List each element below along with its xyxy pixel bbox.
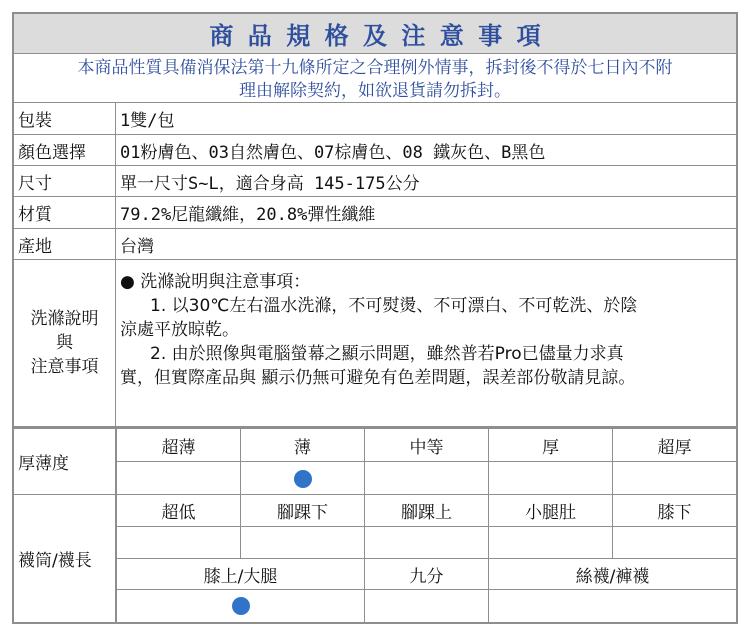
- spec-row-packaging: [14, 103, 736, 135]
- spec-value: 01粉膚色、03自然膚色、07棕膚色、08 鐵灰色、B黑色: [120, 142, 546, 163]
- care-label: [14, 260, 116, 426]
- thickness-option: 超厚: [612, 429, 736, 462]
- spec-row-material: [14, 197, 736, 229]
- care-section: [14, 260, 736, 426]
- thickness-option: 超薄: [116, 429, 240, 462]
- thickness-mark-cell: [116, 462, 240, 495]
- spec-value: 單一尺寸S~L，適合身高 145-175公分: [120, 173, 420, 194]
- spec-label: 顏色選擇: [14, 135, 116, 165]
- thickness-option: 厚: [488, 429, 612, 462]
- spec-value: 79.2%尼龍纖維，20.8%彈性纖維: [120, 205, 376, 225]
- spec-row-size: [14, 166, 736, 197]
- spec-sheet: [12, 12, 738, 624]
- thickness-mark-cell: [240, 462, 364, 495]
- length-mark-cell: [488, 590, 736, 622]
- spec-value: 台灣: [120, 236, 154, 257]
- length-mark-cell: [488, 527, 612, 559]
- care-item-1-cont: 涼處平放晾乾。: [120, 320, 239, 340]
- spec-row-colors: [14, 135, 736, 166]
- care-label-line: 洗滌說明: [30, 309, 99, 329]
- length-mark-cell: [116, 590, 364, 622]
- length-mark-cell: [240, 527, 364, 559]
- notice-line-1: 本商品性質具備消保法第十九條所定之合理例外情事，拆封後不得於七日內不附: [77, 58, 673, 78]
- return-notice: [14, 55, 736, 103]
- sheet-title: 商品規格及注意事項: [14, 14, 736, 54]
- spec-label: 產地: [14, 229, 116, 259]
- length-option: 超低: [116, 495, 240, 527]
- care-label-line: 注意事項: [30, 357, 99, 377]
- care-item-2: 2. 由於照像與電腦螢幕之顯示問題，雖然普若Pro已儘量力求真: [150, 344, 624, 364]
- length-option: 九分: [364, 559, 488, 590]
- care-instructions: [120, 270, 726, 390]
- thickness-option: 中等: [364, 429, 488, 462]
- length-label: 襪筒/襪長: [14, 495, 116, 622]
- thickness-option: 薄: [240, 429, 364, 462]
- notice-line-2: 理由解除契約，如欲退貨請勿拆封。: [239, 81, 511, 101]
- care-heading: ● 洗滌說明與注意事項：: [120, 272, 311, 292]
- spec-row-origin: [14, 229, 736, 260]
- length-section: [14, 495, 736, 622]
- length-option: 小腿肚: [488, 495, 612, 527]
- length-mark-cell: [116, 527, 240, 559]
- thickness-label: 厚薄度: [14, 429, 116, 494]
- care-label-line: 與: [56, 333, 73, 353]
- thickness-section: [14, 429, 736, 495]
- length-option: 腳踝下: [240, 495, 364, 527]
- selected-dot-icon: [294, 470, 312, 488]
- spec-label: 包裝: [14, 103, 116, 134]
- length-mark-cell: [364, 527, 488, 559]
- care-item-2-cont: 實，但實際產品與 顯示仍無可避免有色差問題，誤差部份敬請見諒。: [120, 368, 636, 388]
- spec-label: 材質: [14, 197, 116, 228]
- spec-value: 1雙/包: [120, 111, 175, 131]
- thickness-mark-cell: [364, 462, 488, 495]
- length-option: 膝下: [612, 495, 736, 527]
- thickness-mark-cell: [488, 462, 612, 495]
- length-option: 絲襪/褲襪: [488, 559, 736, 590]
- selected-dot-icon: [232, 597, 250, 615]
- length-mark-cell: [612, 527, 736, 559]
- length-option: 腳踝上: [364, 495, 488, 527]
- care-item-1: 1. 以30℃左右溫水洗滌，不可熨燙、不可漂白、不可乾洗、於陰: [150, 296, 638, 316]
- length-mark-cell: [364, 590, 488, 622]
- thickness-mark-cell: [612, 462, 736, 495]
- length-option: 膝上/大腿: [116, 559, 364, 590]
- spec-label: 尺寸: [14, 166, 116, 196]
